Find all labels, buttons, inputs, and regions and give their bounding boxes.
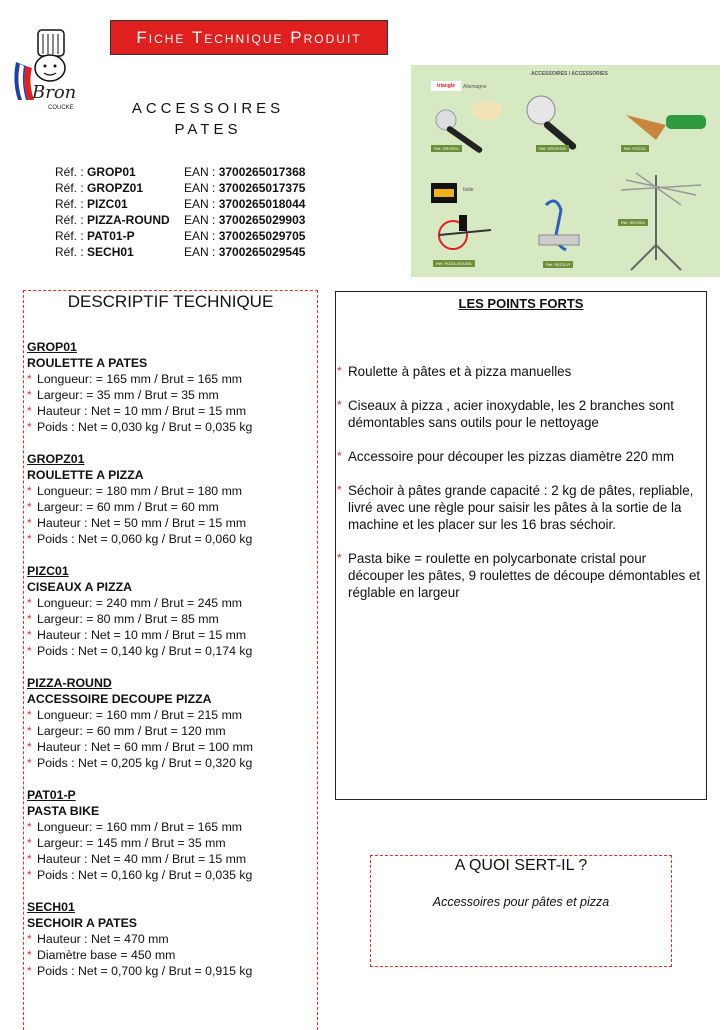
ref-code: GROP01 [87,165,136,179]
ean-label: EAN : [184,181,219,195]
product-code: GROPZ01 [27,452,85,466]
bullet-star-icon: * [27,596,32,610]
spec-line [27,419,317,435]
spec-text: Poids : Net = 0,160 kg / Brut = 0,035 kg [37,868,253,882]
spec-line [27,755,317,771]
spec-text: Poids : Net = 0,030 kg / Brut = 0,035 kg [37,420,253,434]
ean-label: EAN : [184,165,219,179]
bullet-star-icon: * [27,628,32,642]
photo-tag: Réf. GROPZ01 [536,145,569,152]
ref-label: Réf. : [55,181,88,195]
bullet-star-icon: * [27,756,32,770]
spec-line [27,387,317,403]
spec-text: Hauteur : Net = 40 mm / Brut = 15 mm [37,852,247,866]
page-subtitle: PATES [174,121,242,138]
product-code: PIZZA-ROUND [27,676,112,690]
spec-line [27,627,317,643]
ean-label: EAN : [184,245,219,259]
points-forts-list [337,363,705,618]
spec-line [27,515,317,531]
ref-row [55,180,355,196]
ean-code: 3700265018044 [218,197,306,211]
spec-line [27,643,317,659]
bullet-star-icon: * [27,484,32,498]
spec-text: Longueur: = 165 mm / Brut = 165 mm [37,372,243,386]
bullet-star-icon: * [27,932,32,946]
spec-text: Longueur: = 240 mm / Brut = 245 mm [37,596,243,610]
spec-text: Poids : Net = 0,060 kg / Brut = 0,060 kg [37,532,253,546]
product-spec-block [27,787,317,883]
bullet-star-icon: * [27,404,32,418]
usage-title: A QUOI SERT-IL ? [454,857,588,874]
point-fort-text: Séchoir à pâtes grande capacité : 2 kg de pâtes, repliable, livré avec une règle pour saisir les pâtes à la sortie de la machine et les placer sur les 16 bras séchoir. [348,483,694,532]
spec-line [27,819,317,835]
spec-text: Diamètre base = 450 mm [37,948,176,962]
point-fort-text: Roulette à pâtes et à pizza manuelles [348,364,572,379]
product-name: SECHOIR A PATES [27,916,137,930]
descriptif-list [27,339,317,995]
ean-label: EAN : [184,197,219,211]
ean-code: 3700265029903 [218,213,306,227]
svg-text:COUCKE: COUCKE [48,105,74,111]
spec-line [27,739,317,755]
point-fort-item [337,550,705,601]
product-code: SECH01 [27,900,75,914]
point-fort-item [337,397,705,431]
spec-line [27,499,317,515]
spec-text: Poids : Net = 0,700 kg / Brut = 0,915 kg [37,964,253,978]
bullet-star-icon: * [27,612,32,626]
spec-text: Largeur: = 60 mm / Brut = 60 mm [37,500,219,514]
bullet-star-icon: * [27,516,32,530]
spec-line [27,403,317,419]
origin-label-2: Italie [463,187,474,193]
photo-heading: ACCESSOIRES / ACCESSORIES [531,71,608,77]
reference-list [55,164,355,260]
spec-text: Largeur: = 80 mm / Brut = 85 mm [37,612,219,626]
ref-row [55,212,355,228]
spec-line [27,611,317,627]
descriptif-title: DESCRIPTIF TECHNIQUE [67,292,274,311]
bullet-star-icon: * [337,483,342,497]
ref-code: GROPZ01 [87,181,144,195]
spec-text: Largeur: = 60 mm / Brut = 120 mm [37,724,226,738]
ref-code: PAT01-P [87,229,135,243]
point-fort-item [337,448,705,465]
product-name: PASTA BIKE [27,804,100,818]
spec-text: Largeur: = 35 mm / Brut = 35 mm [37,388,219,402]
ref-row [55,196,355,212]
bullet-star-icon: * [27,820,32,834]
ref-code: PIZZA-ROUND [87,213,170,227]
points-forts-title: LES POINTS FORTS [458,296,584,311]
product-name: ACCESSOIRE DECOUPE PIZZA [27,692,212,706]
products-illustration [411,65,720,277]
spec-text: Hauteur : Net = 60 mm / Brut = 100 mm [37,740,253,754]
bullet-star-icon: * [337,398,342,412]
bullet-star-icon: * [27,500,32,514]
spec-text: Largeur: = 145 mm / Brut = 35 mm [37,836,226,850]
usage-text: Accessoires pour pâtes et pizza [432,895,610,909]
point-fort-text: Pasta bike = roulette en polycarbonate cristal pour découper les pâtes, 9 roulettes de découpe démontables et réglable en largeur [348,551,701,600]
bullet-star-icon: * [27,388,32,402]
photo-tag: Réf. PIZZA-ROUND [433,260,475,267]
ref-row [55,228,355,244]
bullet-star-icon: * [27,740,32,754]
ref-label: Réf. : [55,165,88,179]
spec-line [27,835,317,851]
bullet-star-icon: * [337,551,342,565]
spec-text: Hauteur : Net = 10 mm / Brut = 15 mm [37,628,247,642]
product-code: GROP01 [27,340,77,354]
point-fort-text: Ciseaux à pizza , acier inoxydable, les 2 branches sont démontables sans outils pour le nettoyage [348,398,675,430]
point-fort-item [337,363,705,380]
bullet-star-icon: * [27,948,32,962]
ref-row [55,244,355,260]
bullet-star-icon: * [337,449,342,463]
spec-line [27,483,317,499]
spec-text: Hauteur : Net = 10 mm / Brut = 15 mm [37,404,247,418]
ean-label: EAN : [184,229,219,243]
bullet-star-icon: * [27,868,32,882]
bullet-star-icon: * [27,964,32,978]
product-code: PAT01-P [27,788,76,802]
ref-label: Réf. : [55,213,88,227]
brand-logo [12,22,92,112]
spec-line [27,595,317,611]
photo-tag: Réf. PIZC01 [621,145,649,152]
product-spec-block [27,899,317,979]
spec-line [27,531,317,547]
bullet-star-icon: * [27,852,32,866]
point-fort-item [337,482,705,533]
spec-line [27,707,317,723]
header-banner: Fiche Technique Produit [110,20,388,55]
spec-text: Longueur: = 180 mm / Brut = 180 mm [37,484,243,498]
spec-line [27,947,317,963]
product-spec-block [27,451,317,547]
ref-code: PIZC01 [87,197,128,211]
ean-code: 3700265017375 [218,181,306,195]
origin-label-1: Allemagne [463,84,487,90]
point-fort-text: Accessoire pour découper les pizzas diamètre 220 mm [348,449,674,464]
spec-line [27,931,317,947]
page-title: ACCESSOIRES [131,100,285,117]
ean-code: 3700265029705 [218,229,306,243]
triangle-brand-logo: triangle [431,81,461,91]
spec-text: Longueur: = 160 mm / Brut = 215 mm [37,708,243,722]
spec-line [27,851,317,867]
bullet-star-icon: * [27,420,32,434]
product-spec-block [27,675,317,771]
ref-label: Réf. : [55,197,88,211]
photo-tag: Réf. SECH01 [618,219,648,226]
spec-text: Poids : Net = 0,205 kg / Brut = 0,320 kg [37,756,253,770]
photo-tag: Réf. PAT01-P [543,261,573,268]
product-name: ROULETTE A PATES [27,356,148,370]
product-spec-block [27,563,317,659]
ref-row [55,164,355,180]
spec-text: Hauteur : Net = 50 mm / Brut = 15 mm [37,516,247,530]
spec-text: Poids : Net = 0,140 kg / Brut = 0,174 kg [37,644,253,658]
ref-label: Réf. : [55,245,88,259]
product-code: PIZC01 [27,564,69,578]
photo-tag: Réf. GROP01 [431,145,462,152]
chef-logo-icon [12,22,92,112]
ref-code: SECH01 [87,245,134,259]
spec-line [27,963,317,979]
ean-code: 3700265029545 [218,245,306,259]
bullet-star-icon: * [27,644,32,658]
product-name: ROULETTE A PIZZA [27,468,144,482]
bullet-star-icon: * [337,364,342,378]
svg-text:Bron: Bron [32,82,77,103]
spec-line [27,371,317,387]
bullet-star-icon: * [27,724,32,738]
ean-code: 3700265017368 [218,165,306,179]
product-photo-panel [411,65,720,277]
spec-line [27,723,317,739]
bullet-star-icon: * [27,836,32,850]
bullet-star-icon: * [27,372,32,386]
product-name: CISEAUX A PIZZA [27,580,132,594]
bullet-star-icon: * [27,708,32,722]
bullet-star-icon: * [27,532,32,546]
spec-text: Hauteur : Net = 470 mm [37,932,169,946]
ean-label: EAN : [184,213,219,227]
spec-line [27,867,317,883]
ref-label: Réf. : [55,229,88,243]
product-spec-block [27,339,317,435]
spec-text: Longueur: = 160 mm / Brut = 165 mm [37,820,243,834]
